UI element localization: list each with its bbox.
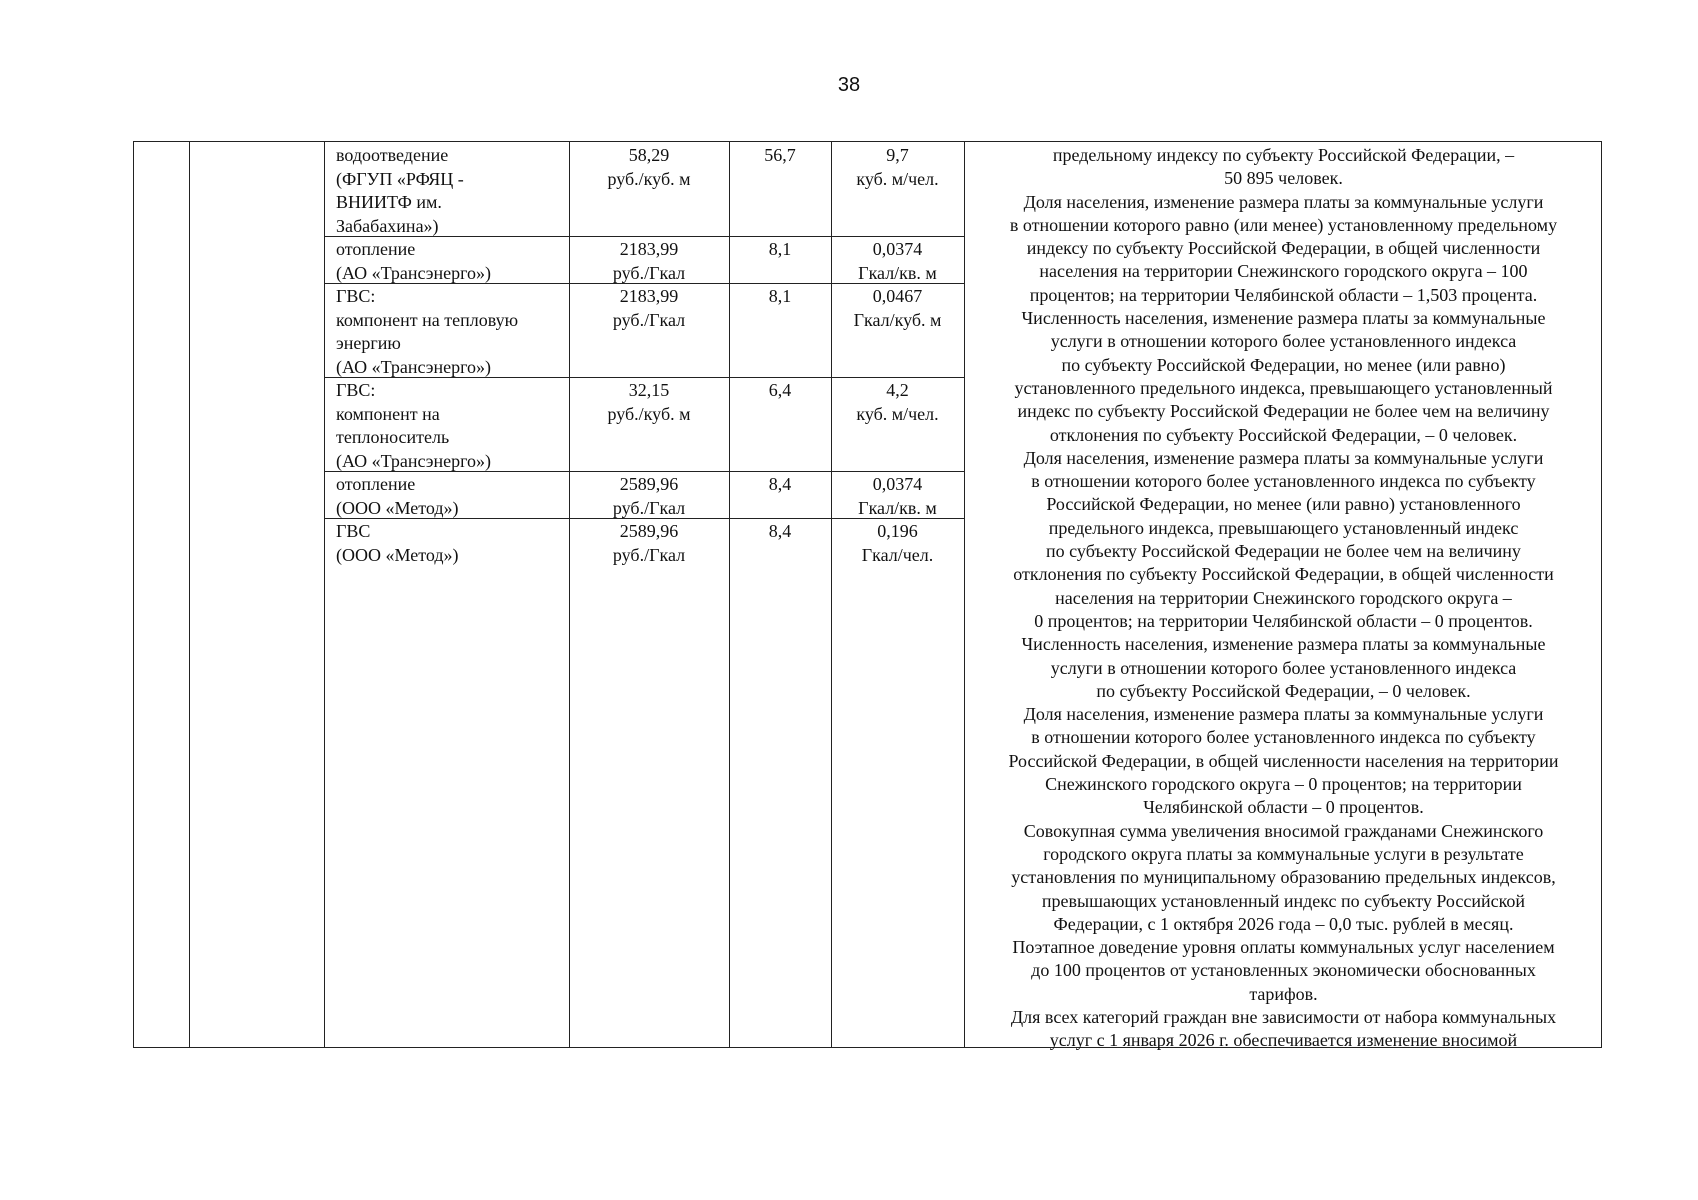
description-line: населения на территории Снежинского городского округа – bbox=[1055, 587, 1512, 608]
description-line: предельного индекса, превышающего установленный индекс bbox=[1048, 517, 1519, 538]
description-line: предельному индексу по субъекту Российской Федерации, – bbox=[1052, 145, 1515, 165]
description-line: установленного предельного индекса, превышающего установленный bbox=[1014, 377, 1553, 398]
description-line: превышающих установленный индекс по субъекту Российской bbox=[1041, 890, 1526, 911]
description-line: Доля населения, изменение размера платы за коммунальные услуги bbox=[1023, 191, 1544, 212]
description-line: в отношении которого более установленного индекса по субъекту bbox=[1031, 471, 1536, 492]
description-line: Поэтапное доведение уровня оплаты коммунальных услуг населением bbox=[1012, 937, 1555, 958]
volume-cell: 9,7 куб. м/чел. bbox=[856, 145, 939, 189]
description-line: по субъекту Российской Федерации, – 0 человек. bbox=[1096, 680, 1471, 701]
volume-cell: 0,0374 Гкал/кв. м bbox=[858, 474, 937, 518]
volume-cell: 0,0374 Гкал/кв. м bbox=[858, 239, 937, 283]
description-line: отклонения по субъекту Российской Федерации, – 0 человек. bbox=[1049, 424, 1518, 445]
description-line: Численность населения, изменение размера платы за коммунальные bbox=[1021, 634, 1546, 655]
description-line: процентов; на территории Челябинской области – 1,503 процента. bbox=[1029, 284, 1538, 305]
service-name-cell: водоотведение (ФГУП «РФЯЦ - ВНИИТФ им. Забабахина») bbox=[336, 145, 464, 236]
volume-cell: 0,0467 Гкал/куб. м bbox=[853, 286, 942, 330]
tariff-price-cell: 2183,99 руб./Гкал bbox=[612, 239, 686, 283]
description-line: Федерации, с 1 октября 2026 года – 0,0 тыс. рублей в месяц. bbox=[1053, 913, 1514, 934]
description-line: Доля населения, изменение размера платы за коммунальные услуги bbox=[1023, 447, 1544, 468]
description-line: установления по муниципальному образованию предельных индексов, bbox=[1011, 867, 1556, 888]
tariff-price-cell: 2183,99 руб./Гкал bbox=[612, 286, 686, 330]
tariff-price-cell: 32,15 руб./куб. м bbox=[607, 380, 691, 424]
percent-cell: 8,1 bbox=[768, 239, 792, 259]
service-name-cell: ГВС (ООО «Метод») bbox=[336, 521, 459, 565]
description-line: Для всех категорий граждан вне зависимости от набора коммунальных bbox=[1010, 1006, 1557, 1027]
percent-cell: 6,4 bbox=[768, 380, 792, 400]
description-line: 0 процентов; на территории Челябинской области – 0 процентов. bbox=[1034, 610, 1533, 631]
description-line: 50 895 человек. bbox=[1224, 168, 1343, 189]
percent-cell: 8,4 bbox=[768, 474, 792, 494]
volume-cell: 0,196 Гкал/чел. bbox=[861, 521, 934, 565]
column-divider bbox=[189, 142, 190, 1047]
description-line: Доля населения, изменение размера платы за коммунальные услуги bbox=[1023, 704, 1544, 725]
description-line: услуги в отношении которого более установленного индекса bbox=[1050, 331, 1517, 352]
description-line: в отношении которого равно (или менее) установленному предельному bbox=[1009, 214, 1558, 235]
description-line: услуги в отношении которого более установленного индекса bbox=[1050, 657, 1517, 678]
description-line: по субъекту Российской Федерации, но менее (или равно) bbox=[1061, 354, 1506, 375]
description-line: Совокупная сумма увеличения вносимой гражданами Снежинского bbox=[1023, 820, 1544, 841]
volume-cell: 4,2 куб. м/чел. bbox=[856, 380, 939, 424]
description-line: Челябинской области – 0 процентов. bbox=[1143, 797, 1424, 818]
description-line: Численность населения, изменение размера платы за коммунальные bbox=[1021, 308, 1546, 329]
description-line: индексу по субъекту Российской Федерации, в общей численности bbox=[1026, 238, 1541, 259]
description-line: до 100 процентов от установленных экономически обоснованных bbox=[1031, 960, 1536, 981]
tariff-price-cell: 2589,96 руб./Гкал bbox=[612, 474, 686, 518]
tariff-price-cell: 58,29 руб./куб. м bbox=[607, 145, 691, 189]
service-name-cell: ГВС: компонент на тепловую энергию (АО «Трансэнерго») bbox=[336, 286, 519, 377]
description-line: услуг с 1 января 2026 г. обеспечивается изменение вносимой bbox=[1049, 1030, 1518, 1051]
percent-cell: 8,4 bbox=[768, 521, 792, 541]
description-line: отклонения по субъекту Российской Федерации, в общей численности bbox=[1013, 564, 1554, 585]
description-line: Снежинского городского округа – 0 процентов; на территории bbox=[1045, 774, 1522, 795]
description-line: Российской Федерации, в общей численности населения на территории bbox=[1008, 750, 1559, 771]
description-line: по субъекту Российской Федерации не более чем на величину bbox=[1046, 541, 1521, 562]
tariff-price-cell: 2589,96 руб./Гкал bbox=[612, 521, 686, 565]
description-text bbox=[964, 144, 1603, 1053]
description-line: тарифов. bbox=[1249, 983, 1318, 1004]
service-name-cell: отопление (АО «Трансэнерго») bbox=[336, 239, 492, 283]
description-line: индекс по субъекту Российской Федерации не более чем на величину bbox=[1017, 401, 1550, 422]
description-line: городского округа платы за коммунальные услуги в результате bbox=[1043, 843, 1524, 864]
percent-cell: 8,1 bbox=[768, 286, 792, 306]
page-number: 38 bbox=[837, 74, 861, 96]
description-line: Российской Федерации, но менее (или равно) установленного bbox=[1046, 494, 1521, 515]
service-name-cell: отопление (ООО «Метод») bbox=[336, 474, 459, 518]
percent-cell: 56,7 bbox=[764, 145, 796, 165]
service-name-cell: ГВС: компонент на теплоноситель (АО «Трансэнерго») bbox=[336, 380, 492, 471]
tariff-table bbox=[133, 141, 1602, 1051]
description-line: в отношении которого более установленного индекса по субъекту bbox=[1031, 727, 1536, 748]
description-line: населения на территории Снежинского городского округа – 100 bbox=[1039, 261, 1528, 282]
column-divider bbox=[729, 142, 730, 1047]
